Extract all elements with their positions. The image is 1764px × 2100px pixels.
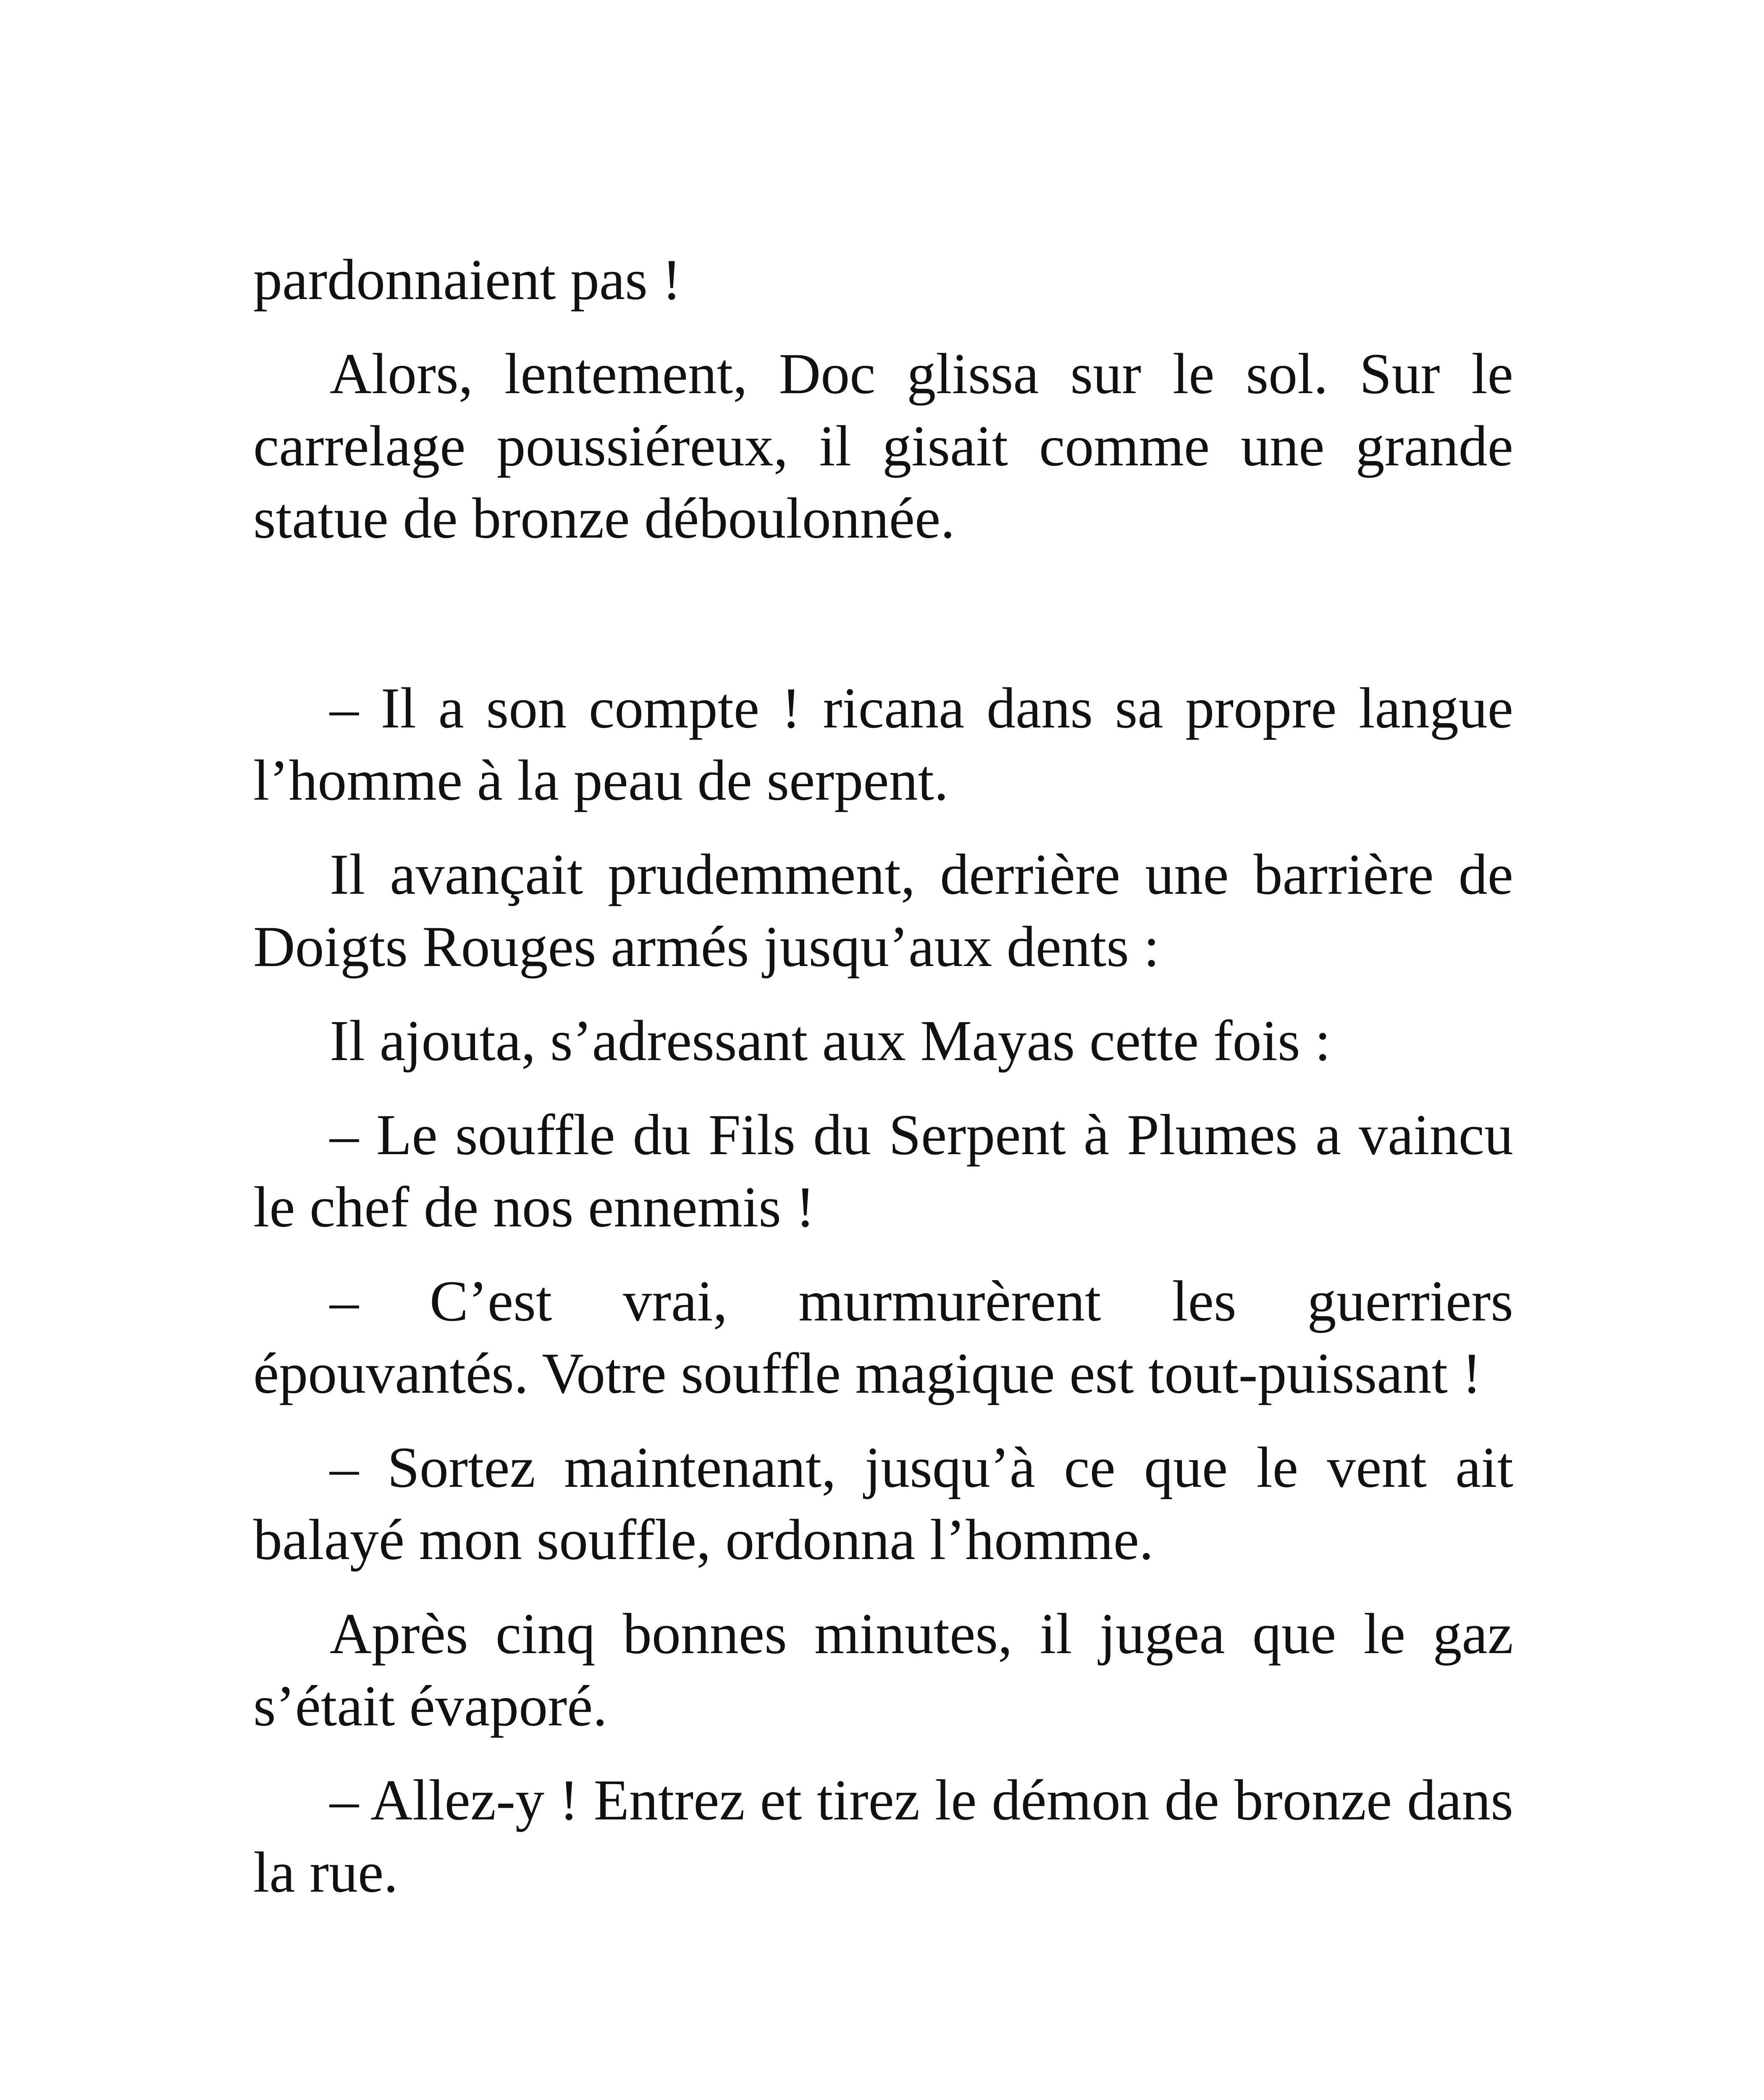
paragraph-dialogue: – Il a son compte ! ricana dans sa propre langue l’homme à la peau de serpent.	[253, 676, 1513, 812]
paragraph-continuation: pardonnaient pas !	[253, 247, 682, 312]
paragraph-dialogue: – C’est vrai, murmurèrent les guerriers épouvantés. Votre souffle magique est tout-puissant !	[253, 1269, 1513, 1405]
paragraph-dialogue: – Allez-y ! Entrez et tirez le démon de bronze dans la rue.	[253, 1768, 1513, 1904]
paragraph: Alors, lentement, Doc glissa sur le sol. Sur le carrelage poussiéreux, il gisait comme une grande statue de bronze déboulonnée.	[253, 341, 1513, 550]
paragraph: Il ajouta, s’adressant aux Mayas cette fois :	[330, 1008, 1331, 1073]
body-text	[253, 244, 1513, 1908]
paragraph-dialogue: – Le souffle du Fils du Serpent à Plumes a vaincu le chef de nos ennemis !	[253, 1102, 1513, 1239]
paragraph: Il avançait prudemment, derrière une barrière de Doigts Rouges armés jusqu’aux dents :	[253, 842, 1513, 979]
paragraph: Après cinq bonnes minutes, il jugea que le gaz s’était évaporé.	[253, 1601, 1513, 1738]
paragraph-dialogue: – Sortez maintenant, jusqu’à ce que le vent ait balayé mon souffle, ordonna l’homme.	[253, 1435, 1513, 1572]
